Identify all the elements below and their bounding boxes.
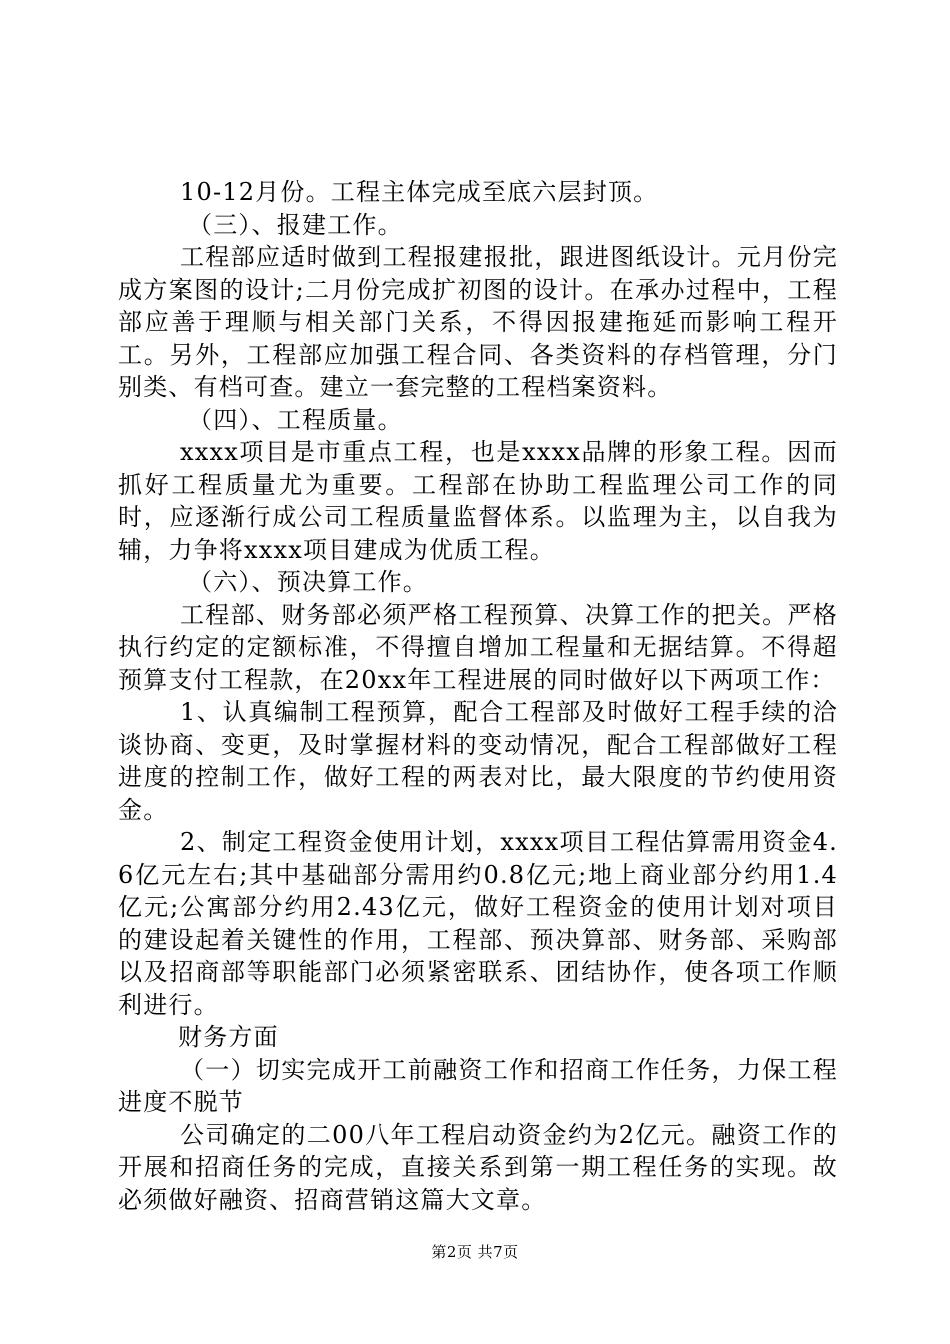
document-body xyxy=(118,176,838,1216)
paragraph-quality: xxxx项目是市重点工程，也是xxxx品牌的形象工程。因而抓好工程质量尤为重要。工程部在协助工程监理公司工作的同时，应逐渐行成公司工程质量监督体系。以监理为主，以自我为辅，力争将xxxx项目建成为优质工程。 xyxy=(118,438,838,564)
section-heading-budget: （六）、预决算工作。 xyxy=(188,568,428,596)
paragraph-budget-item-2: 2、制定工程资金使用计划，xxxx项目工程估算需用资金4.6亿元左右;其中基础部分需用约0.8亿元;地上商业部分约用1.4亿元;公寓部分约用2.43亿元，做好工程资金的使用计划对项目的建设起着关键性的作用，工程部、预决算部、财务部、采购部以及招商部等职能部门必须紧密联系、团结协作，使各项工作顺利进行。 xyxy=(118,828,838,1019)
page-number-footer: 第2页 共7页 xyxy=(431,1243,519,1261)
paragraph-filing: 工程部应适时做到工程报建报批，跟进图纸设计。元月份完成方案图的设计;二月份完成扩初图的设计。在承办过程中，工程部应善于理顺与相关部门关系，不得因报建拖延而影响工程开工。另外，工程部应加强工程合同、各类资料的存档管理，分门别类、有档可查。建立一套完整的工程档案资料。 xyxy=(118,243,838,401)
section-heading-quality: （四）、工程质量。 xyxy=(188,405,403,434)
section-heading-finance: 财务方面 xyxy=(178,1023,279,1051)
paragraph-schedule: 10-12月份。工程主体完成至底六层封顶。 xyxy=(180,178,659,206)
subsection-heading-financing: （一）切实完成开工前融资工作和招商工作任务，力保工程进度不脱节 xyxy=(118,1055,838,1116)
paragraph-budget-item-1: 1、认真编制工程预算，配合工程部及时做好工程手续的洽谈协商、变更，及时掌握材料的变动情况，配合工程部做好工程进度的控制工作，做好工程的两表对比，最大限度的节约使用资金。 xyxy=(118,698,838,824)
section-heading-filing: （三）、报建工作。 xyxy=(188,210,403,239)
paragraph-financing: 公司确定的二00八年工程启动资金约为2亿元。融资工作的开展和招商任务的完成，直接关系到第一期工程任务的实现。故必须做好融资、招商营销这篇大文章。 xyxy=(118,1120,838,1214)
paragraph-budget: 工程部、财务部必须严格工程预算、决算工作的把关。严格执行约定的定额标准，不得擅自增加工程量和无据结算。不得超预算支付工程款，在20xx年工程进展的同时做好以下两项工作： xyxy=(118,600,838,694)
